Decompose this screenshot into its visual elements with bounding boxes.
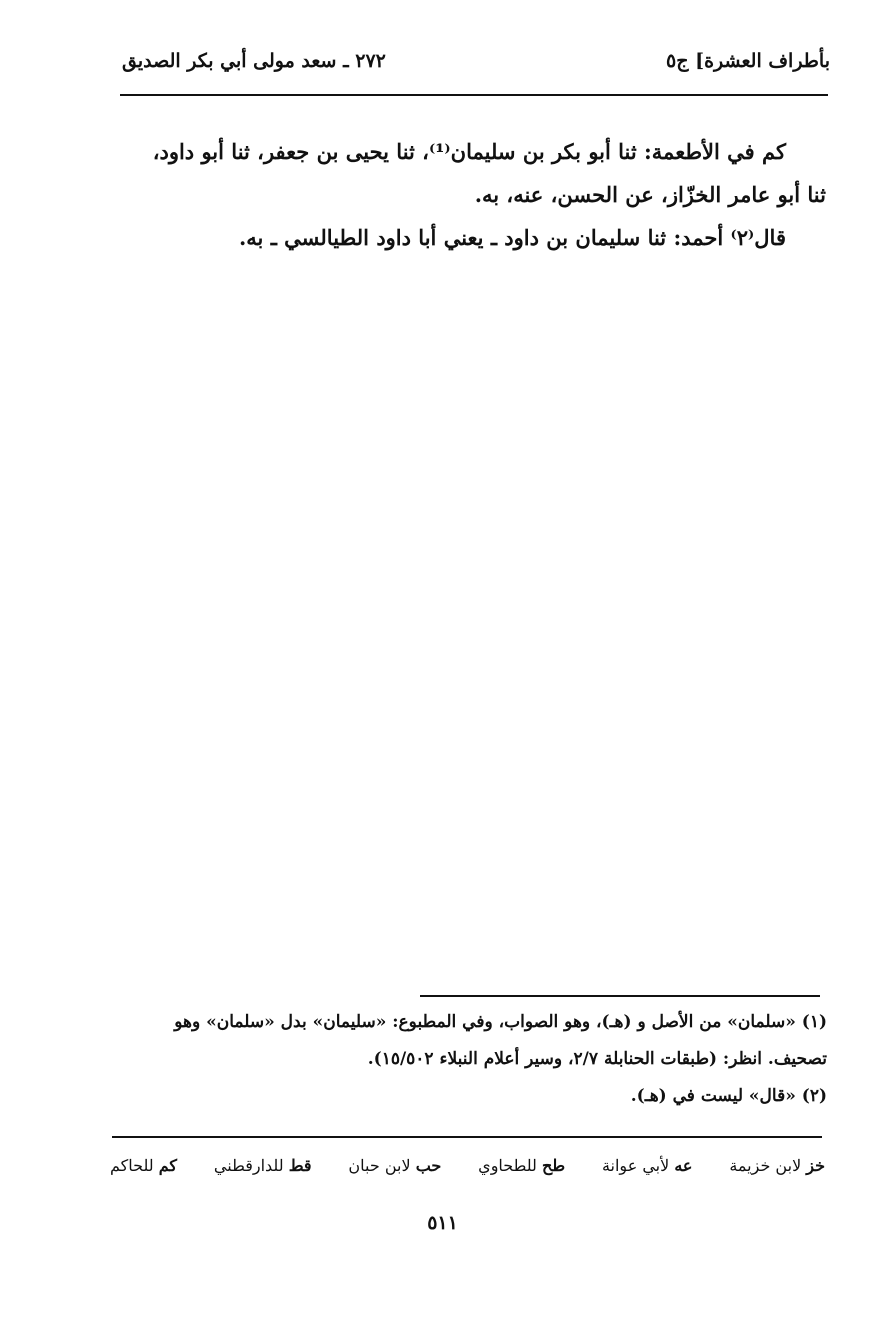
abbreviation-item: خز لابن خزيمة (729, 1156, 825, 1175)
footnote-1-line-2: تصحيف. انظر: (طبقات الحنابلة ٢/٧، وسير أعلام النبلاء ١٥/٥٠٢). (367, 1049, 827, 1069)
header-rule (120, 94, 828, 96)
main-text (120, 130, 826, 259)
abbreviation-item: كم للحاكم (110, 1156, 178, 1175)
main-text-line: قال⁽٢⁾ أحمد: ثنا سليمان بن داود ـ يعني أبا داود الطيالسي ـ به. (238, 225, 786, 250)
running-header-left: ٢٧٢ ـ سعد مولى أبي بكر الصديق (122, 50, 386, 72)
abbreviation-item: طح للطحاوي (478, 1156, 566, 1175)
abbreviation-item: عه لأبي عوانة (601, 1156, 693, 1175)
main-text-line: كم في الأطعمة: ثنا أبو بكر بن سليمان⁽¹⁾، ثنا يحيى بن جعفر، ثنا أبو داود، (152, 139, 786, 164)
abbreviation-item: قط للدارقطني (213, 1156, 312, 1175)
abbreviation-key (110, 1156, 825, 1175)
page-number: ٥١١ (427, 1212, 458, 1234)
abbreviation-item: حب لابن حبان (348, 1156, 442, 1175)
footnote-2: (٢) «قال» ليست في (هـ). (630, 1086, 827, 1106)
abbreviations-rule (112, 1136, 822, 1138)
running-header-right: بأطراف العشرة] ج٥ (666, 50, 830, 72)
main-text-line: ثنا أبو عامر الخزّاز، عن الحسن، عنه، به. (474, 182, 826, 207)
footnote-separator (420, 995, 820, 997)
footnote-1-line-1: (١) «سلمان» من الأصل و (هـ)، وهو الصواب، وفي المطبوع: «سليمان» بدل «سلمان» وهو (174, 1012, 827, 1032)
